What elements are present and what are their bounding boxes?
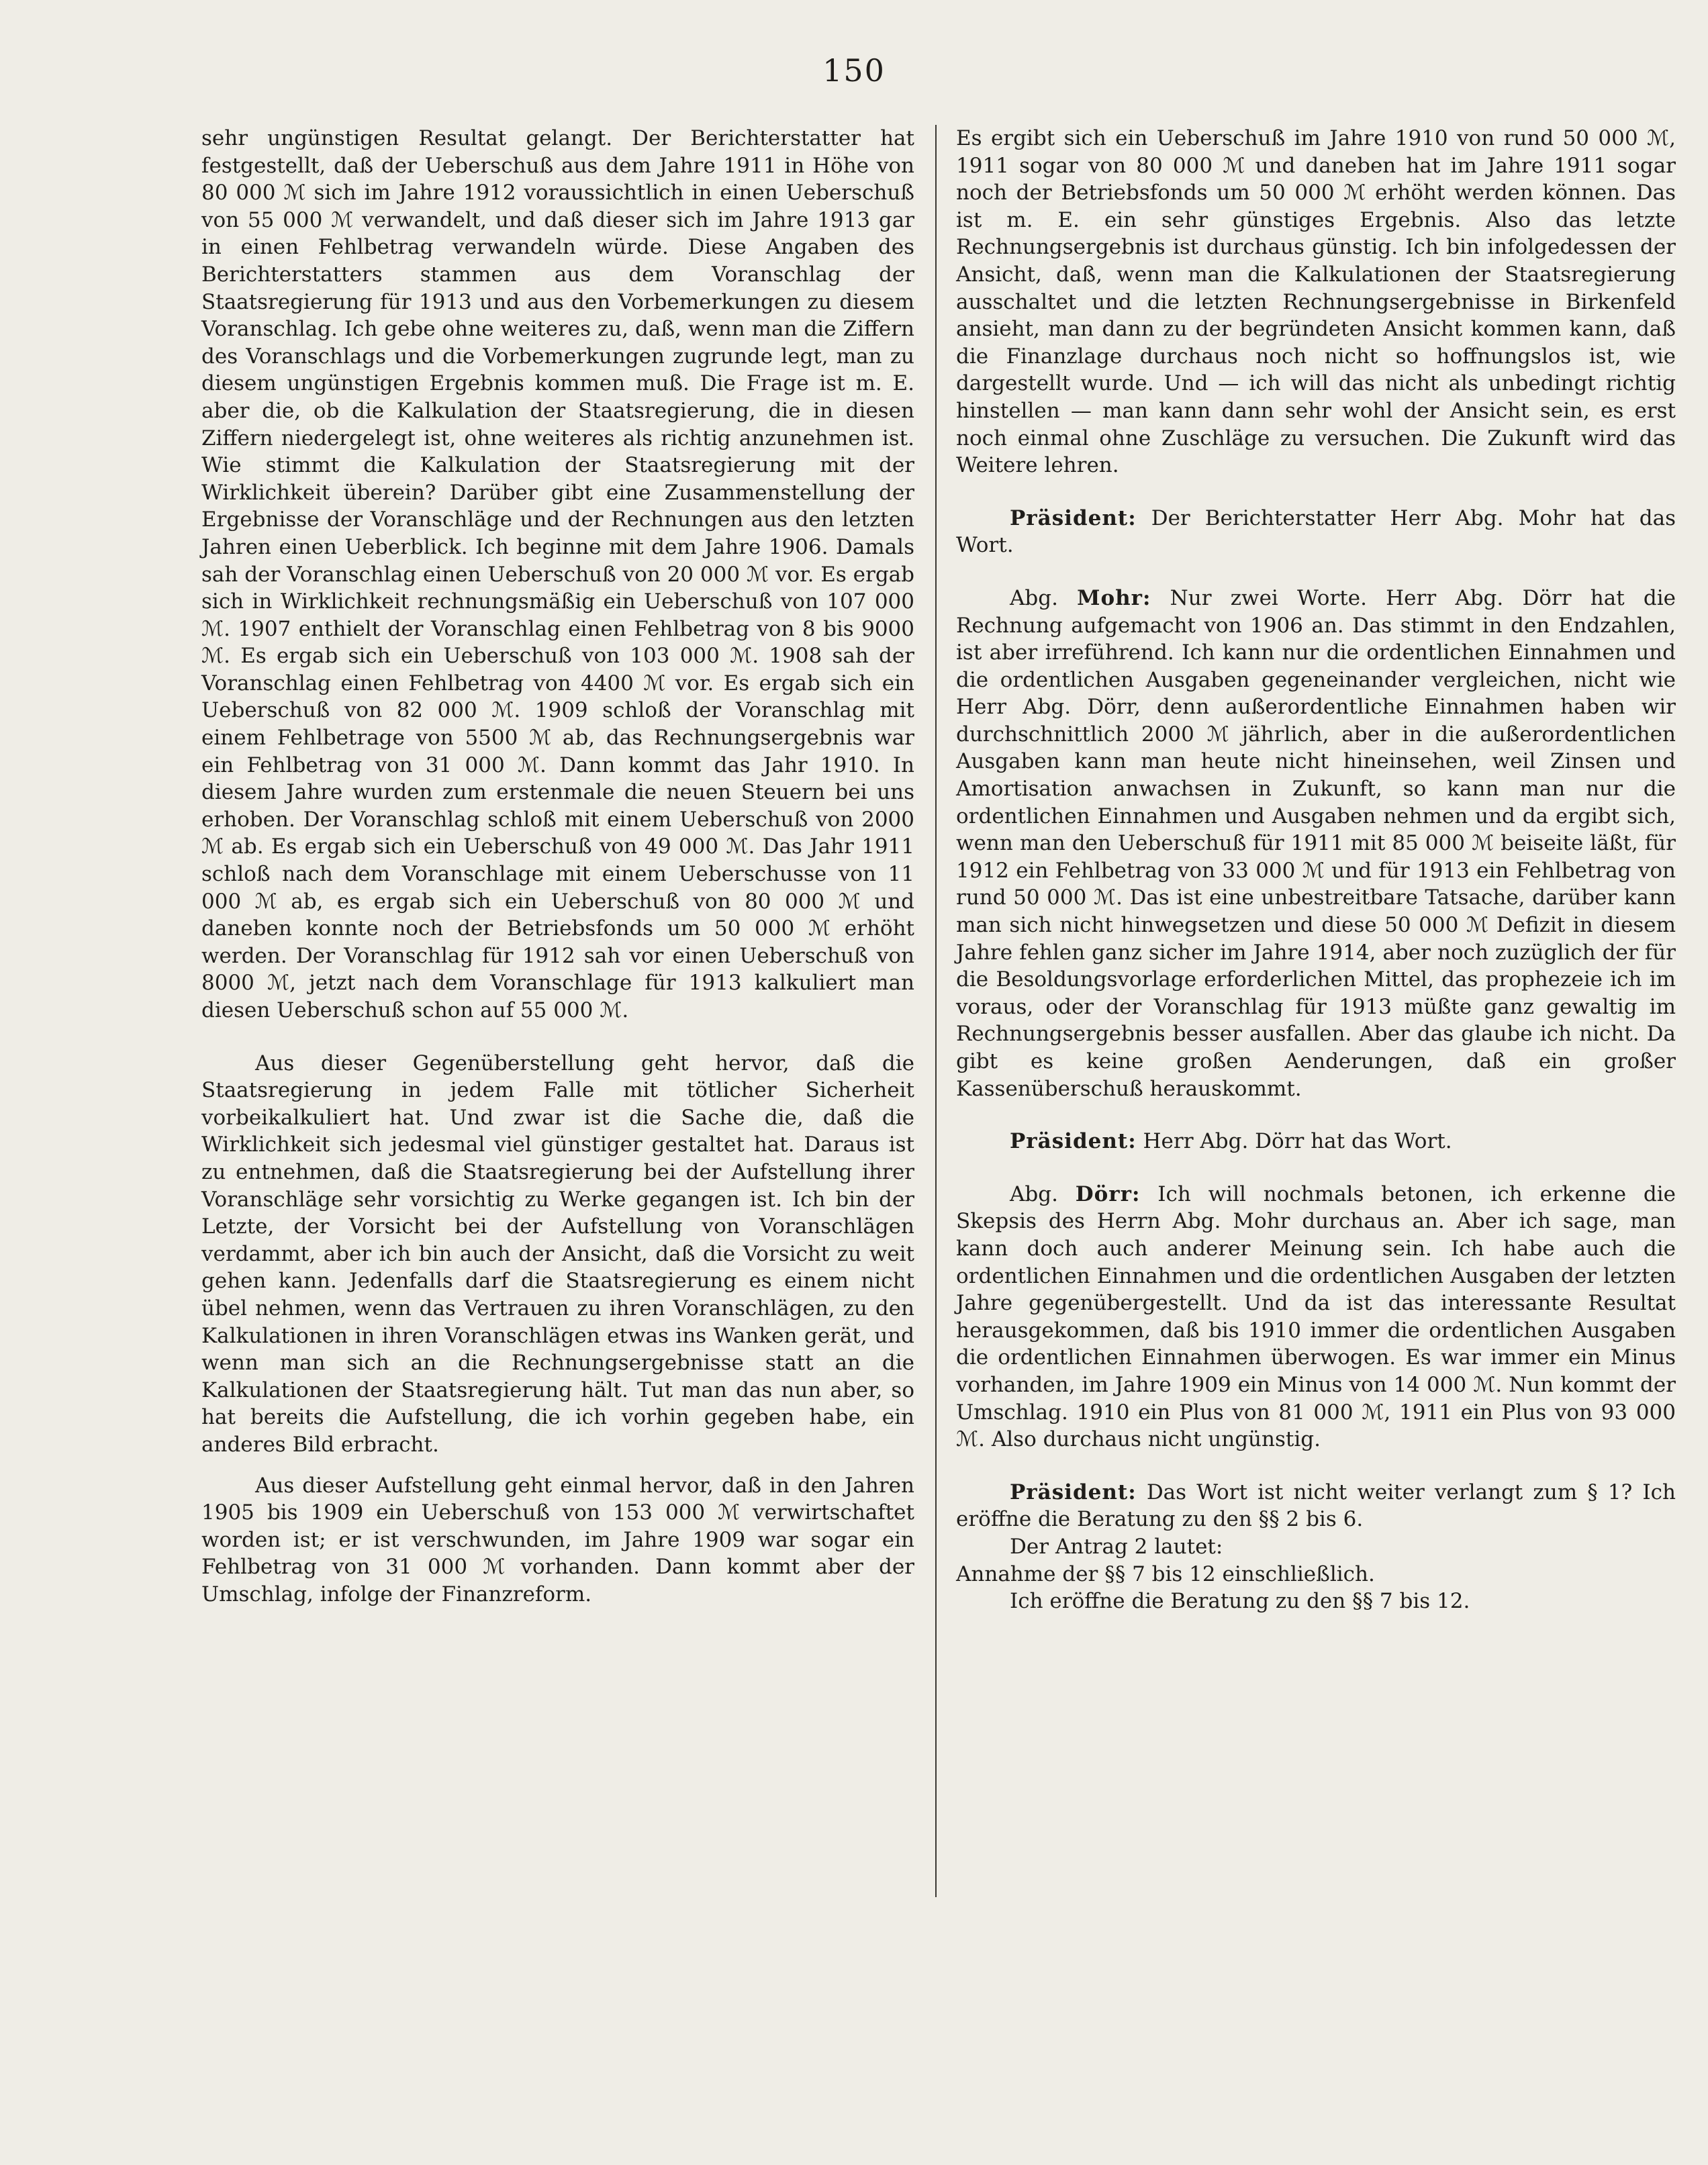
- speaker-name: Präsident:: [1010, 1129, 1137, 1154]
- speaker-name: Präsident:: [1010, 506, 1137, 530]
- speaker-name: Präsident:: [1010, 1480, 1137, 1504]
- speech-text: Der Berichterstatter Herr Abg. Mohr hat das Wort.: [956, 506, 1676, 558]
- right-column: [956, 125, 1676, 1615]
- paragraph: sehr ungünstigen Resultat gelangt. Der Berichterstatter hat festgestellt, daß der Ueberschuß aus dem Jahre 1911 in Höhe von 80 000 ℳ sich im Jahre 1912 voraussichtlich in einen Ueberschuß von 55 000 ℳ verwandelt, und daß dieser sich im Jahre 1913 gar in einen Fehlbetrag verwandeln würde. Diese Angaben des Berichterstatters stammen aus dem Voranschlag der Staatsregierung für 1913 und aus den Vorbemerkungen zu diesem Voranschlag. Ich gebe ohne weiteres zu, daß, wenn man die Ziffern des Voranschlags und die Vorbemerkungen zugrunde legt, man zu diesem ungünstigen Ergebnis kommen muß. Die Frage ist m. E. aber die, ob die Kalkulation der Staatsregierung, die in diesen Ziffern niedergelegt ist, ohne weiteres als richtig anzunehmen ist. Wie stimmt die Kalkulation der Staatsregierung mit der Wirklichkeit überein? Darüber gibt eine Zusammenstellung der Ergebnisse der Voranschläge und der Rechnungen aus den letzten Jahren einen Ueberblick. Ich beginne mit dem Jahre 1906. Damals sah der Voranschlag einen Ueberschuß von 20 000 ℳ vor. Es ergab sich in Wirklichkeit rechnungsmäßig ein Ueberschuß von 107 000 ℳ. 1907 enthielt der Voranschlag einen Fehlbetrag von 8 bis 9000 ℳ. Es ergab sich ein Ueberschuß von 103 000 ℳ. 1908 sah der Voranschlag einen Fehlbetrag von 4400 ℳ vor. Es ergab sich ein Ueberschuß von 82 000 ℳ. 1909 schloß der Voranschlag mit einem Fehlbetrage von 5500 ℳ ab, das Rechnungsergebnis war ein Fehlbetrag von 31 000 ℳ. Dann kommt das Jahr 1910. In diesem Jahre wurden zum erstenmale die neuen Steuern bei uns erhoben. Der Voranschlag schloß mit einem Ueberschuß von 2000 ℳ ab. Es ergab sich ein Ueberschuß von 49 000 ℳ. Das Jahr 1911 schloß nach dem Voranschlage mit einem Ueberschusse von 11 000 ℳ ab, es ergab sich ein Ueberschuß von 80 000 ℳ und daneben konnte noch der Betriebsfonds um 50 000 ℳ erhöht werden. Der Voranschlag für 1912 sah vor einen Ueberschuß von 8000 ℳ, jetzt nach dem Voranschlage für 1913 kalkuliert man diesen Ueberschuß schon auf 55 000 ℳ.: [201, 126, 914, 1022]
- speech-paragraph: [956, 1181, 1676, 1453]
- closing-line: Ich eröffne die Beratung zu den §§ 7 bis 12.: [1010, 1589, 1470, 1614]
- column-divider: [935, 125, 937, 1897]
- speaker-name: Dörr:: [1075, 1182, 1141, 1206]
- speech-text: Herr Abg. Dörr hat das Wort.: [1136, 1129, 1452, 1154]
- page-number: 150: [822, 52, 886, 89]
- speech-paragraph: [956, 505, 1676, 559]
- motion-text: Annahme der §§ 7 bis 12 einschließlich.: [956, 1561, 1375, 1586]
- paragraph: Aus dieser Aufstellung geht einmal hervor, daß in den Jahren 1905 bis 1909 ein Ueberschuß von 153 000 ℳ verwirtschaftet worden ist; er ist verschwunden, im Jahre 1909 war sogar ein Fehlbetrag von 31 000 ℳ vorhanden. Dann kommt aber der Umschlag, infolge der Finanzreform.: [201, 1473, 914, 1606]
- speech-paragraph: [956, 1479, 1676, 1533]
- speech-paragraph: [956, 1128, 1676, 1155]
- speech-text: Nur zwei Worte. Herr Abg. Dörr hat die Rechnung aufgemacht von 1906 an. Das stimmt in den Endzahlen, ist aber irreführend. Ich kann nur die ordentlichen Einnahmen und die ordentlichen Ausgaben gegeneinander vergleichen, nicht wie Herr Abg. Dörr, denn außerordentliche Einnahmen haben wir durchschnittlich 2000 ℳ jährlich, aber in die außerordentlichen Ausgaben kann man heute nicht hineinsehen, weil Zinsen und Amortisation anwachsen in Zukunft, so kann man nur die ordentlichen Einnahmen und Ausgaben nehmen und da ergibt sich, wenn man den Ueberschuß für 1911 mit 85 000 ℳ beiseite läßt, für 1912 ein Fehlbetrag von 33 000 ℳ und für 1913 ein Fehlbetrag von rund 50 000 ℳ. Das ist eine unbestreitbare Tatsache, darüber kann man sich nicht hinwegsetzen und diese 50 000 ℳ Defizit in diesem Jahre fehlen ganz sicher im Jahre 1914, aber noch zuzüglich der für die Besoldungsvorlage erforderlichen Mittel, das prophezeie ich im voraus, oder der Voranschlag für 1913 müßte ganz gewaltig im Rechnungsergebnis besser ausfallen. Aber das glaube ich nicht. Da gibt es keine großen Aenderungen, daß ein großer Kassenüberschuß herauskommt.: [956, 585, 1676, 1101]
- speaker-name: Mohr:: [1077, 585, 1151, 610]
- speech-text: Das Wort ist nicht weiter verlangt zum § 1? Ich eröffne die Beratung zu den §§ 2 bis 6.: [956, 1480, 1676, 1532]
- paragraph: Aus dieser Gegenüberstellung geht hervor, daß die Staatsregierung in jedem Falle mit tötlicher Sicherheit vorbeikalkuliert hat. Und zwar ist die Sache die, daß die Wirklichkeit sich jedesmal viel günstiger gestaltet hat. Daraus ist zu entnehmen, daß die Staatsregierung bei der Aufstellung ihrer Voranschläge sehr vorsichtig zu Werke gegangen ist. Ich bin der Letzte, der Vorsicht bei der Aufstellung von Voranschlägen verdammt, aber ich bin auch der Ansicht, daß die Vorsicht zu weit gehen kann. Jedenfalls darf die Staatsregierung es einem nicht übel nehmen, wenn das Vertrauen zu ihren Voranschlägen, zu den Kalkulationen in ihren Voranschlägen etwas ins Wanken gerät, und wenn man sich an die Rechnungsergebnisse statt an die Kalkulationen der Staatsregierung hält. Tut man das nun aber, so hat bereits die Aufstellung, die ich vorhin gegeben habe, ein anderes Bild erbracht.: [201, 1051, 914, 1457]
- speaker-prefix: Abg.: [1010, 585, 1078, 610]
- speaker-prefix: Abg.: [1010, 1182, 1076, 1206]
- speech-text: Ich will nochmals betonen, ich erkenne die Skepsis des Herrn Abg. Mohr durchaus an. Aber ich sage, man kann doch auch anderer Meinung sein. Ich habe auch die ordentlichen Einnahmen und die ordentlichen Ausgaben der letzten Jahre gegenübergestellt. Und da ist das interessante Resultat herausgekommen, daß bis 1910 immer die ordentlichen Ausgaben die ordentlichen Einnahmen überwogen. Es war immer ein Minus vorhanden, im Jahre 1909 ein Minus von 14 000 ℳ. Nun kommt der Umschlag. 1910 ein Plus von 81 000 ℳ, 1911 ein Plus von 93 000 ℳ. Also durchaus nicht ungünstig.: [956, 1182, 1676, 1452]
- speech-paragraph: [956, 585, 1676, 1102]
- motion-intro: Der Antrag 2 lautet:: [1010, 1534, 1223, 1559]
- left-column: [201, 125, 914, 1608]
- paragraph: Es ergibt sich ein Ueberschuß im Jahre 1910 von rund 50 000 ℳ, 1911 sogar von 80 000 ℳ und daneben hat im Jahre 1911 sogar noch der Betriebsfonds um 50 000 ℳ erhöht werden können. Das ist m. E. ein sehr günstiges Ergebnis. Also das letzte Rechnungsergebnis ist durchaus günstig. Ich bin infolgedessen der Ansicht, daß, wenn man die Kalkulationen der Staatsregierung ausschaltet und die letzten Rechnungsergebnisse in Birkenfeld ansieht, man dann zu der begründeten Ansicht kommen kann, daß die Finanzlage durchaus noch nicht so hoffnungslos ist, wie dargestellt wurde. Und — ich will das nicht als unbedingt richtig hinstellen — man kann dann sehr wohl der Ansicht sein, es erst noch einmal ohne Zuschläge zu versuchen. Die Zukunft wird das Weitere lehren.: [956, 126, 1676, 478]
